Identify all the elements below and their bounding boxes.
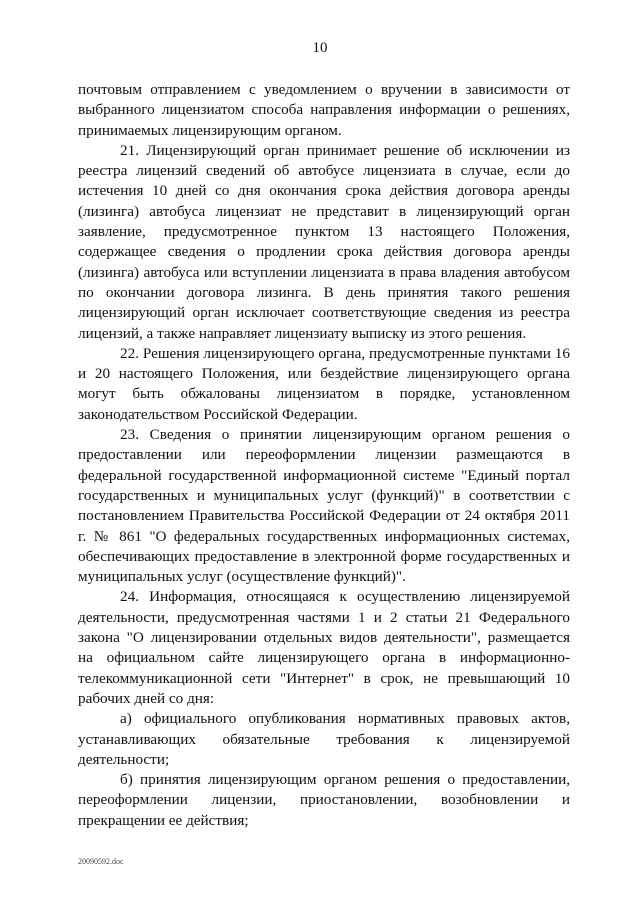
paragraph-22: 22. Решения лицензирующего органа, предусмотренные пунктами 16 и 20 настоящего Положения, или бездействие лицензирующего органа могут быть обжалованы лицензиатом в порядке, установленном законодательством Российской Федерации. [78, 344, 570, 423]
footer-file-code: 20090592.doc [78, 857, 124, 866]
paragraph-24-b: б) принятия лицензирующим органом решения о предоставлении, переоформлении лицензии, приостановлении, возобновлении и прекращении ее действия; [78, 771, 570, 829]
document-body [78, 80, 570, 831]
page-number: 10 [312, 40, 328, 56]
paragraph-24-a: а) официального опубликования нормативных правовых актов, устанавливающих обязательные требования к лицензируемой деятельности; [78, 710, 570, 768]
paragraph-24: 24. Информация, относящаяся к осуществлению лицензируемой деятельности, предусмотренная частями 1 и 2 статьи 21 Федерального закона "О лицензировании отдельных видов деятельности", размещается на официальном сайте лицензирующего органа в информационно-телекоммуникационной сети "Интернет" в срок, не превышающий 10 рабочих дней со дня: [78, 588, 570, 707]
paragraph-continuation: почтовым отправлением с уведомлением о вручении в зависимости от выбранного лицензиатом способа направления информации о решениях, принимаемых лицензирующим органом. [78, 81, 570, 139]
paragraph-21: 21. Лицензирующий орган принимает решение об исключении из реестра лицензий сведений об автобусе лицензиата в случае, если до истечения 10 дней со дня окончания срока действия договора аренды (лизинга) автобуса лицензиат не представит в лицензирующий орган заявление, предусмотренное пунктом 13 настоящего Положения, содержащее сведения о продлении срока действия договора аренды (лизинга) автобуса или вступлении лицензиата в права владения автобусом по окончании договора лизинга. В день принятия такого решения лицензирующий орган исключает соответствующие сведения из реестра лицензий, а также направляет лицензиату выписку из этого решения. [78, 141, 570, 342]
paragraph-23: 23. Сведения о принятии лицензирующим органом решения о предоставлении или переоформлении лицензии размещаются в федеральной государственной информационной системе "Единый портал государственных и муниципальных услуг (функций)" в соответствии с постановлением Правительства Российской Федерации от 24 октября 2011 г. № 861 "О федеральных государственных информационных системах, обеспечивающих предоставление в электронной форме государственных и муниципальных услуг (осуществление функций)". [78, 426, 570, 586]
